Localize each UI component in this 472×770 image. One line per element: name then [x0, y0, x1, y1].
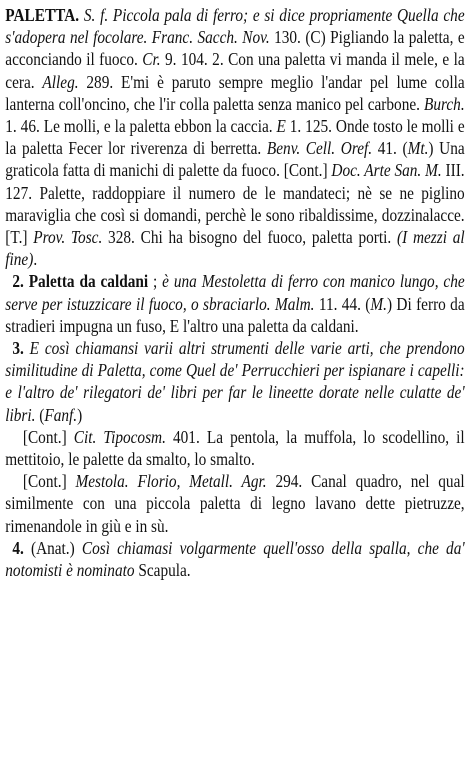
text: 1. 125. Onde tosto le molli e la paletta Fecer lor riverenza di berretta. — [5, 116, 465, 159]
definition: S. f. Piccola pala di ferro; e si dice propriamente Quella che s'adopera nel focolare. Franc. Sacch. Nov. — [5, 5, 465, 48]
definition: E così chiamansi varii altri strumenti delle varie arti, che prendono similitudine di Paletta, come Quel de' Perrucchieri per ispianare i capelli: e l'altro de' rilegatori de' libri per far le lineette dorate nelle culatte de' libri. — [5, 338, 465, 425]
text: [Cont.] — [22, 471, 76, 492]
text: 328. Chi ha bisogno del fuoco, paletta porti. — [102, 227, 397, 248]
text: (Anat.) — [23, 537, 82, 558]
text: 9. 104. 2. Con una paletta vi manda il mele, e la cera. — [5, 49, 465, 92]
citation: Doc. Arte San. M. — [331, 160, 442, 181]
sense-number: 2. — [12, 271, 24, 292]
text: . — [33, 249, 38, 270]
text: ) Una graticola fatta di manichi di palette da fuoco. [Cont.] — [5, 138, 465, 181]
citation: Mestola. Florio, Metall. Agr. — [75, 471, 267, 492]
sense-number: 3. — [12, 338, 24, 359]
citation: E — [276, 116, 286, 137]
citation: Cr. — [142, 49, 161, 70]
text: [Cont.] — [22, 426, 74, 447]
text: ) Di ferro da stradieri impugna un fuso, E l'altro una paletta da caldani. — [5, 293, 465, 336]
citation: Cit. Tipocosm. — [73, 426, 166, 447]
sense-4 — [5, 537, 464, 581]
definition: è una Mestoletta di ferro con manico lungo, che serve per istuzzicare il fuoco, o sbraciarlo. Malm. — [5, 271, 465, 314]
entry-paletta — [5, 4, 464, 270]
citation: M. — [370, 293, 387, 314]
text: ) — [77, 404, 83, 425]
text: 130. (C) Pigliando la paletta, e acconciando il fuoco. — [5, 27, 465, 70]
citation: Prov. Tosc. — [33, 227, 103, 248]
definition: Così chiamasi volgarmente quell'osso della spalla, che da' notomisti è nominato — [5, 537, 465, 581]
text: 294. Canal quadro, nel qual similmente con una piccola paletta di legno lavano dette pietruzze, rimenandole in giù e in sù. — [5, 471, 465, 536]
sense-3-example-1 — [5, 426, 464, 470]
citation: Mt. — [407, 138, 429, 159]
citation: Benv. Cell. Oref. — [266, 138, 373, 159]
sense-3 — [5, 337, 464, 426]
proverb-note: (I mezzi al fine) — [5, 227, 465, 270]
text: 11. 44. ( — [314, 293, 371, 314]
text: III. 127. Palette, raddoppiare il numero de le mandateci; nè se ne piglino maraviglia che così si domandi, perchè le sono ribaldissime, dozzinalacce. [T.] — [5, 160, 465, 248]
text: 289. E'mi è paruto sempre meglio l'andar pel lume colla lanterna coll'oncino, che l'ir colla paletta senza manico pel carbone. — [5, 71, 465, 114]
sense-3-example-2 — [5, 470, 464, 537]
citation: Fanf. — [44, 404, 78, 425]
headword: PALETTA. — [5, 5, 80, 25]
text: 401. La pentola, la muffola, lo scodellino, il mettitoio, le palette da smalto, lo smalto. — [5, 426, 465, 470]
citation: Burch. — [423, 93, 465, 114]
text: 41. ( — [372, 138, 408, 159]
citation: Alleg. — [42, 71, 79, 92]
text: Scapula. — [134, 560, 191, 581]
text: 1. 46. Le molli, e la paletta ebbon la caccia. — [5, 116, 277, 137]
text: ( — [35, 404, 45, 425]
sense-2 — [5, 270, 464, 337]
sense-head: Paletta da caldani — [23, 271, 149, 292]
text: ; — [148, 271, 163, 292]
sense-number: 4. — [12, 537, 24, 558]
